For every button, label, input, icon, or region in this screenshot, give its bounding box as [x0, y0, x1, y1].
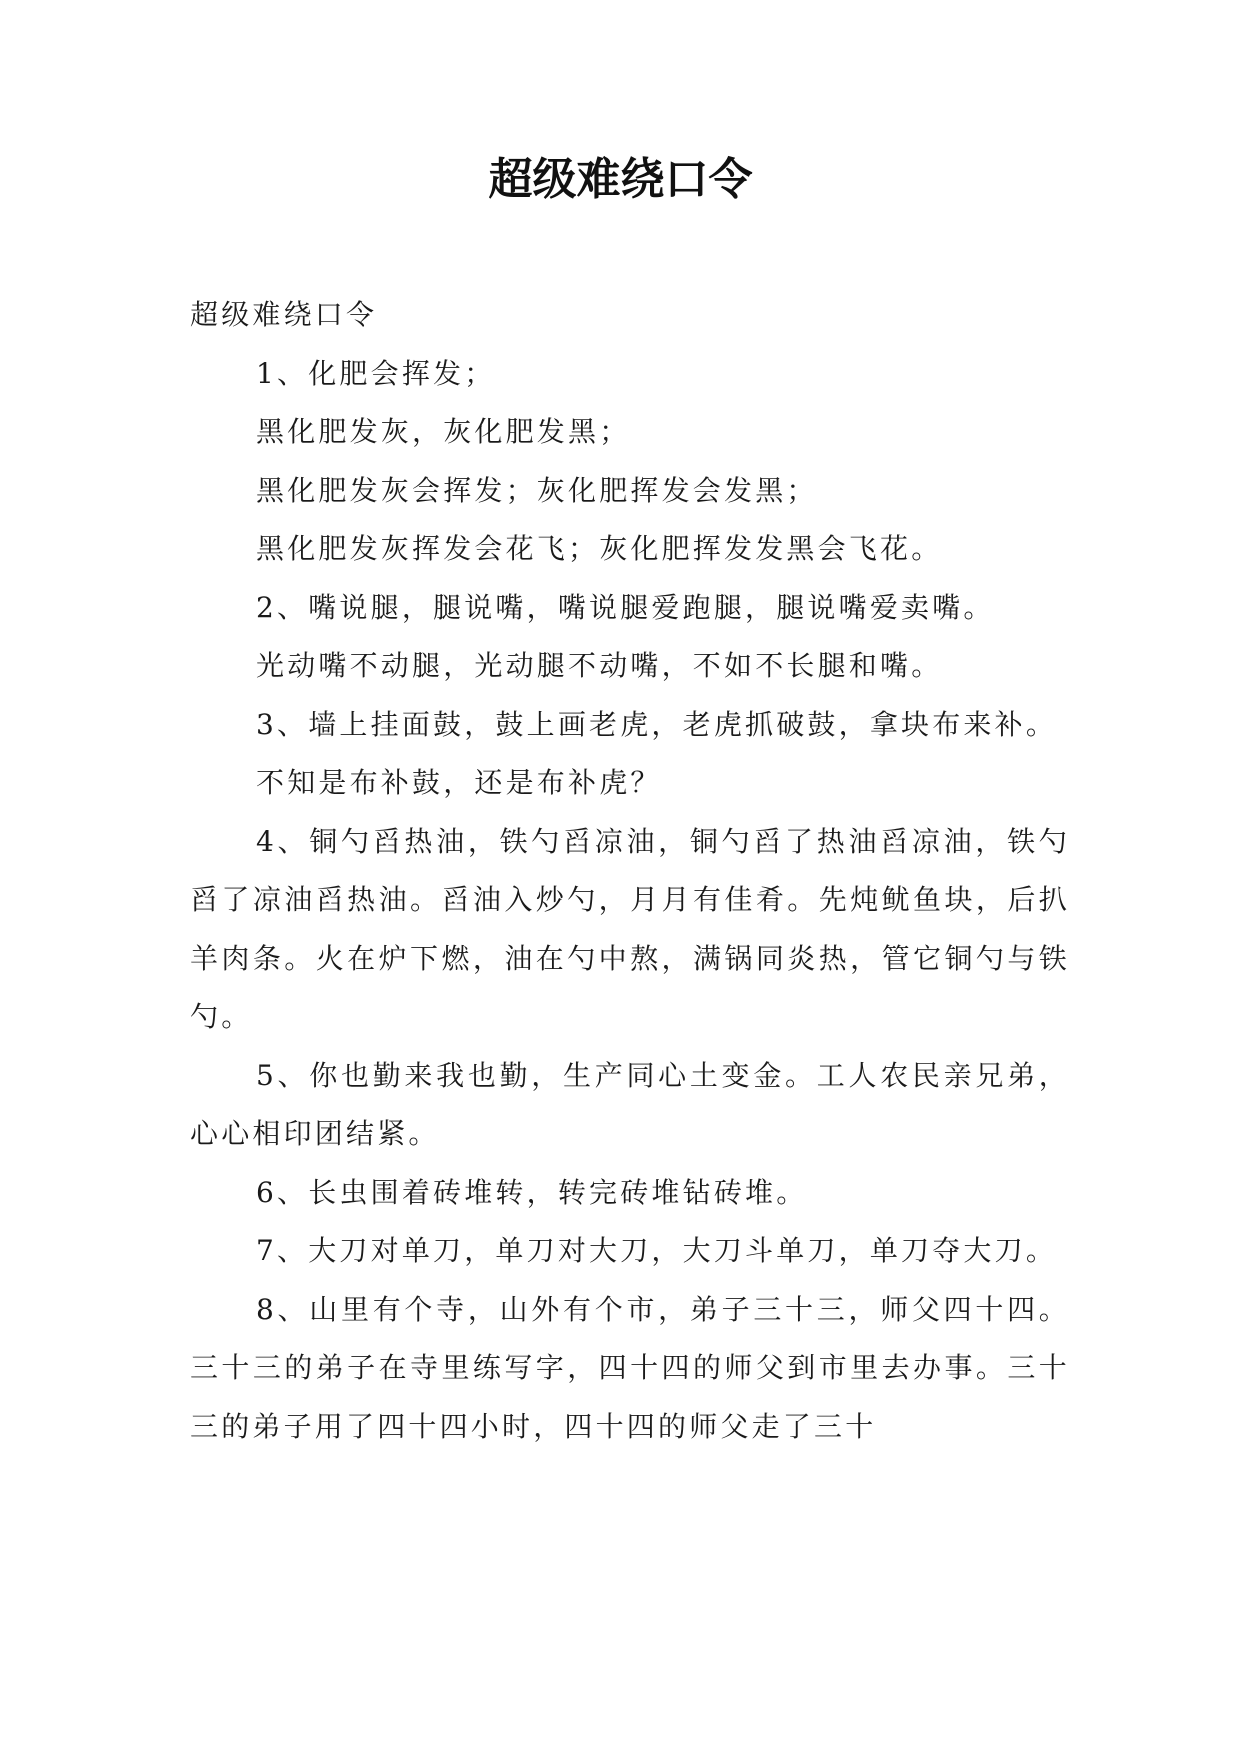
paragraph: 1、化肥会挥发； — [256, 356, 496, 390]
paragraph: 光动嘴不动腿，光动腿不动嘴，不如不长腿和嘴。 — [256, 649, 943, 682]
paragraph: 不知是布补鼓，还是布补虎？ — [256, 766, 662, 799]
paragraph: 黑化肥发灰，灰化肥发黑； — [256, 415, 631, 448]
paragraph: 8、山里有个寺，山外有个市，弟子三十三，师父四十四。三十三的弟子在寺里练写字，四十四的师父到市里去办事。三十三的弟子用了四十四小时，四十四的师父走了三十 — [190, 1292, 1070, 1443]
document-title: 超级难绕口令 — [488, 154, 753, 205]
paragraph: 5、你也勤来我也勤，生产同心土变金。工人农民亲兄弟，心心相印团结紧。 — [190, 1058, 1070, 1150]
document-body — [190, 286, 1070, 1456]
paragraph: 3、墙上挂面鼓，鼓上画老虎，老虎抓破鼓，拿块布来补。 — [256, 707, 1058, 741]
paragraph: 7、大刀对单刀，单刀对大刀，大刀斗单刀，单刀夺大刀。 — [256, 1234, 1058, 1267]
paragraph: 黑化肥发灰挥发会花飞；灰化肥挥发发黑会飞花。 — [256, 532, 943, 565]
paragraph: 2、嘴说腿，腿说嘴，嘴说腿爱跑腿，腿说嘴爱卖嘴。 — [256, 590, 995, 624]
paragraph: 黑化肥发灰会挥发；灰化肥挥发会发黑； — [256, 473, 818, 507]
paragraph: 4、铜勺舀热油，铁勺舀凉油，铜勺舀了热油舀凉油，铁勺舀了凉油舀热油。舀油入炒勺，月月有佳肴。先炖鱿鱼块，后扒羊肉条。火在炉下燃，油在勺中熬，满锅同炎热，管它铜勺与铁勺。 — [190, 824, 1070, 1033]
paragraph-heading: 超级难绕口令 — [190, 298, 378, 331]
paragraph: 6、长虫围着砖堆转，转完砖堆钻砖堆。 — [256, 1175, 808, 1209]
